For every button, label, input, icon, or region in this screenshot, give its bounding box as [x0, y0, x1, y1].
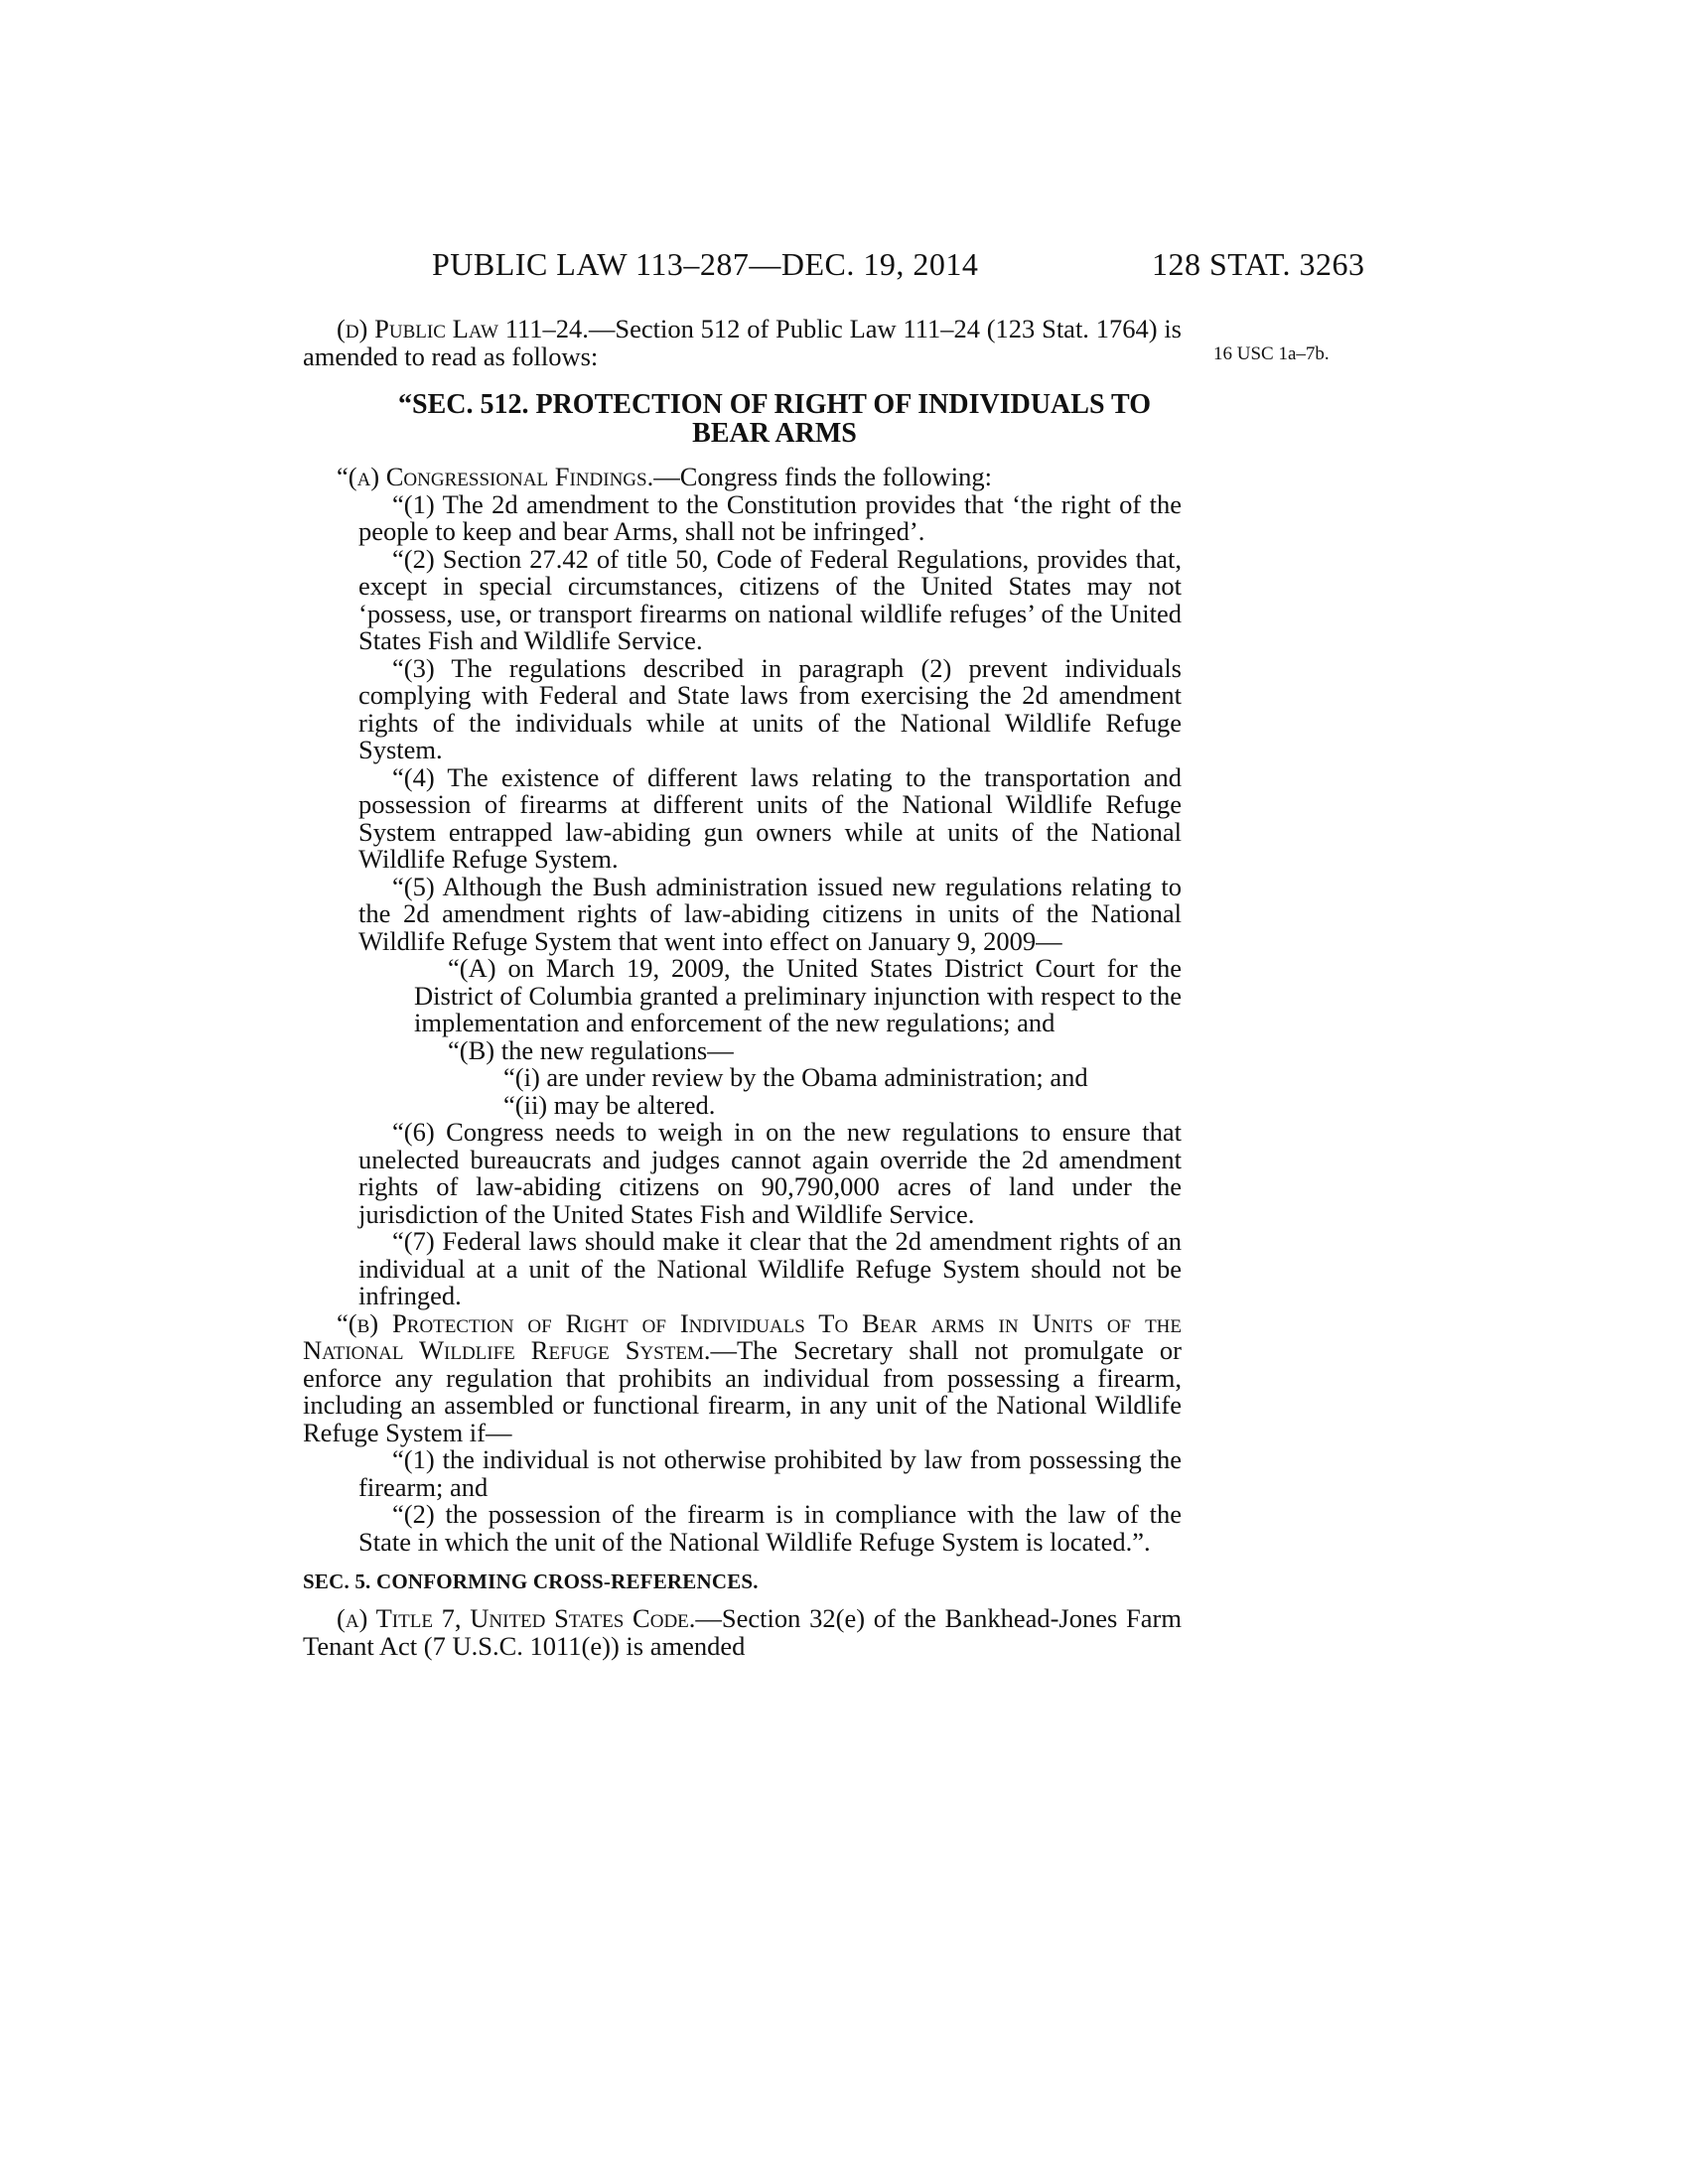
- paragraph-d-lead: (d) Public Law 111–24.: [337, 314, 589, 343]
- subsection-b-item-1: “(1) the individual is not otherwise prohibited by law from possessing the firearm; and: [358, 1444, 1182, 1502]
- section-5-a-text: —Section 32(e) of the Bankhead-Jones Farm Tenant Act (7 U.S.C. 1011(e)) is amended: [303, 1603, 1182, 1661]
- subsection-b-item-2: “(2) the possession of the firearm is in compliance with the law of the State in which the unit of the National Wildlife Refuge System is located.”.: [358, 1499, 1182, 1557]
- subsection-a-lead: “(a) Congressional Findings.: [337, 462, 654, 491]
- subsection-a: [303, 464, 1182, 491]
- subsection-b-text: —The Secretary shall not promulgate or enforce any regulation that prohibits an individual from possessing a firearm, including an assembled or functional firearm, in any unit of the National Wildlife Refuge System if—: [303, 1335, 1182, 1447]
- finding-2: “(2) Section 27.42 of title 50, Code of Federal Regulations, provides that, except in special circumstances, citizens of the United States may not ‘possess, use, or transport firearms on national wildlife refuges’ of the United States Fish and Wildlife Service.: [358, 543, 1182, 655]
- finding-7: “(7) Federal laws should make it clear that the 2d amendment rights of an individual at a unit of the National Wildlife Refuge System should not be infringed.: [358, 1226, 1182, 1310]
- finding-3: “(3) The regulations described in paragraph (2) prevent individuals complying with Federal and State laws from exercising the 2d amendment rights of the individuals while at units of the National Wildlife Refuge System.: [358, 652, 1182, 764]
- margin-citation: 16 USC 1a–7b.: [1213, 343, 1330, 364]
- finding-5-B: “(B) the new regulations—: [448, 1034, 734, 1065]
- section-5-a-lead: (a) Title 7, United States Code.: [337, 1603, 696, 1633]
- finding-1: “(1) The 2d amendment to the Constitution provides that ‘the right of the people to keep and bear Arms, shall not be infringed’.: [358, 488, 1182, 546]
- subsection-b: [303, 1307, 1182, 1447]
- running-header-law: PUBLIC LAW 113–287—DEC. 19, 2014: [432, 246, 979, 282]
- section-512-heading: “SEC. 512. PROTECTION OF RIGHT OF INDIVIDUALS TO BEAR ARMS: [398, 389, 1151, 449]
- subsection-b-lead: “(b) Protection of Right of Individuals To Bear arms in Units of the National Wildlife Refuge System.: [303, 1307, 1182, 1365]
- document-body: [303, 316, 1182, 1660]
- paragraph-d-text: —Section 512 of Public Law 111–24 (123 Stat. 1764) is amended to read as follows:: [303, 314, 1182, 371]
- subsection-a-text: —Congress finds the following:: [653, 462, 993, 491]
- finding-6: “(6) Congress needs to weigh in on the new regulations to ensure that unelected bureaucrats and judges cannot again override the 2d amendment rights of law-abiding citizens on 90,790,000 acres of land under the jurisdiction of the United States Fish and Wildlife Service.: [358, 1117, 1182, 1229]
- finding-5: “(5) Although the Bush administration issued new regulations relating to the 2d amendment rights of law-abiding citizens in units of the National Wildlife Refuge System that went into effect on January 9, 2009—: [358, 871, 1182, 956]
- running-header-stat: 128 STAT. 3263: [1152, 246, 1365, 282]
- finding-5-B-ii: “(ii) may be altered.: [503, 1089, 716, 1120]
- section-5-a: [303, 1605, 1182, 1660]
- finding-5-B-i: “(i) are under review by the Obama administration; and: [503, 1062, 1088, 1092]
- finding-5-A: “(A) on March 19, 2009, the United States District Court for the District of Columbia granted a preliminary injunction with respect to the implementation and enforcement of the new regulations; and: [414, 953, 1182, 1037]
- section-5-heading: SEC. 5. CONFORMING CROSS-REFERENCES.: [303, 1570, 759, 1593]
- paragraph-d: [303, 316, 1182, 370]
- finding-4: “(4) The existence of different laws relating to the transportation and possession of firearms at different units of the National Wildlife Refuge System entrapped law-abiding gun owners while at units of the National Wildlife Refuge System.: [358, 761, 1182, 874]
